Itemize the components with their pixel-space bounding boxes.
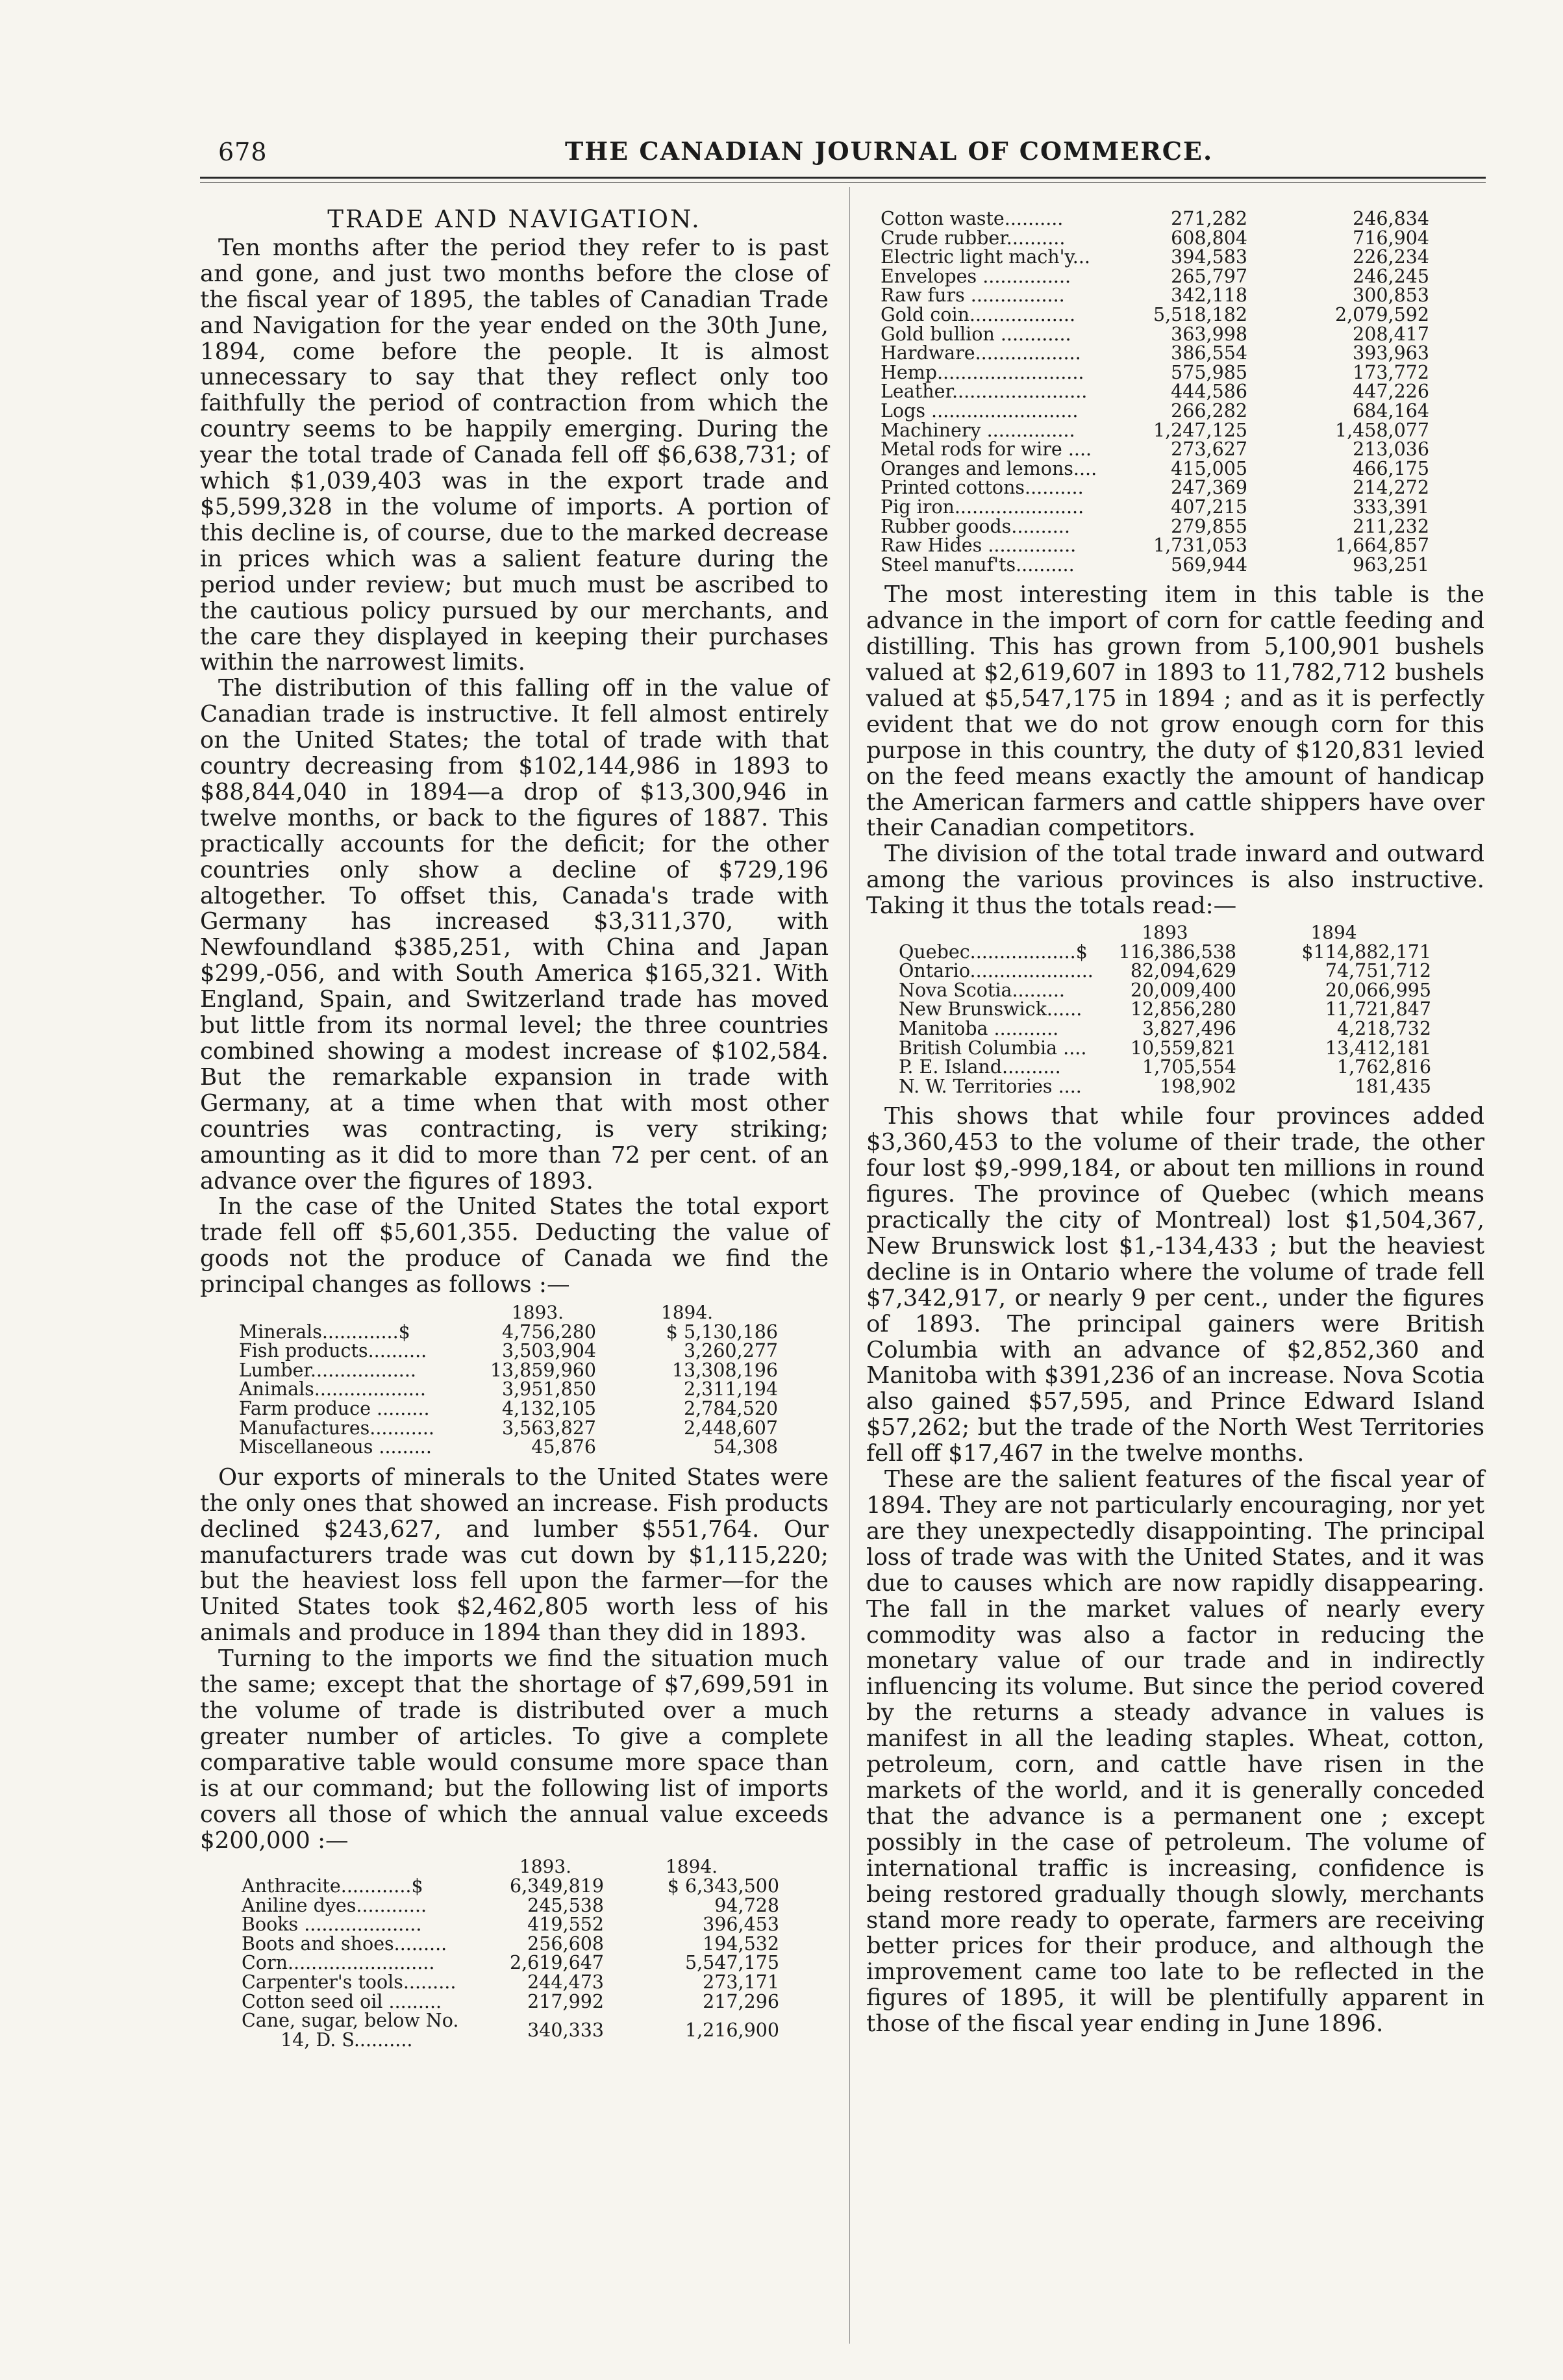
row-label: Fish products..........: [239, 1340, 427, 1362]
value-1894: 447,226: [1353, 381, 1429, 403]
value-1894: 2,311,194: [683, 1378, 778, 1400]
value-1894: 393,963: [1353, 342, 1429, 364]
row-label: Ontario.....................: [899, 960, 1094, 982]
value-1894: 3,260,277: [683, 1340, 778, 1362]
value-1893: 4,132,105: [501, 1398, 596, 1420]
header-rule-thin: [200, 182, 1486, 183]
row-label: Electric light mach'y...: [881, 246, 1090, 268]
article-title: TRADE AND NAVIGATION.: [327, 205, 701, 233]
paragraph: These are the salient features of the fiscal year of 1894. They are not particularly encouraging, nor yet are they unexpectedly disappointing. The principal loss of trade was with the United States, and it was due to causes which are now rapidly disappearing. The fall in the market values of nearly every commodity was also a factor in reducing the monetary value of our trade and in indirectly influencing its volume. But since the period covered by the returns a steady advance in values is manifest in all the leading staples. Wheat, cotton, petroleum, corn, and cattle have risen in the markets of the world, and it is generally conceded that the advance is a permanent one ; except possibly in the case of petroleum. The volume of international traffic is increasing, confidence is being restored gradually though slowly, merchants stand more ready to operate, farmers are receiving better prices for their produce, and although the improvement came too late to be reflected in the figures of 1895, it will be plentifully apparent in those of the fiscal year ending in June 1896.: [866, 1466, 1484, 2038]
column-header-1893: 1893.: [519, 1856, 572, 1878]
table-row: [881, 229, 1429, 248]
row-label: New Brunswick......: [899, 998, 1082, 1020]
value-1894: 2,784,520: [683, 1398, 778, 1420]
table-row: [899, 1019, 1431, 1039]
value-1894: 4,218,732: [1336, 1018, 1431, 1040]
value-1894: 1,458,077: [1334, 419, 1429, 441]
value-1894: 1,664,857: [1334, 535, 1429, 557]
value-1893: 265,797: [1171, 265, 1247, 287]
row-label: Aniline dyes............: [242, 1894, 427, 1916]
value-1894: 684,164: [1353, 399, 1429, 422]
column-header-1894: 1894.: [665, 1856, 718, 1878]
table-row: [239, 1380, 778, 1399]
exports-table: [239, 1303, 778, 1457]
value-1894: 54,308: [713, 1436, 778, 1458]
value-1894: 2,079,592: [1334, 303, 1429, 325]
table-row: [239, 1437, 778, 1457]
value-1893: 247,369: [1171, 477, 1247, 499]
column-header-1893: 1893.: [511, 1302, 564, 1324]
column-divider: [849, 187, 850, 2344]
value-1893: 3,951,850: [501, 1378, 596, 1400]
value-1893: 1,247,125: [1153, 419, 1247, 441]
row-label: Steel manuf'ts..........: [881, 553, 1075, 576]
column-header-1894: 1894.: [660, 1302, 714, 1324]
value-1894: 300,853: [1353, 285, 1429, 307]
value-1893: 386,554: [1171, 342, 1247, 364]
row-label: Printed cottons..........: [881, 477, 1084, 499]
row-label: Oranges and lemons....: [881, 457, 1097, 479]
table-row: [881, 536, 1429, 555]
value-1894: $ 5,130,186: [666, 1321, 778, 1343]
table-row: [881, 382, 1429, 401]
value-1894: 214,272: [1353, 477, 1429, 499]
value-1894: 963,251: [1353, 553, 1429, 576]
value-1893: 198,902: [1160, 1075, 1236, 1097]
row-label: Books ....................: [242, 1914, 422, 1936]
table-row: [239, 1419, 778, 1438]
table-row: [881, 286, 1429, 305]
paragraph: In the case of the United States the total export trade fell off $5,601,355. Deducting the value of goods not the produce of Canada we find the principal changes as follows :—: [200, 1193, 829, 1298]
value-1894: 194,532: [703, 1932, 779, 1955]
row-label: Manufactures...........: [239, 1417, 434, 1439]
value-1893: 245,538: [527, 1894, 604, 1916]
column-header-1893: 1893: [1142, 922, 1188, 944]
value-1894: 396,453: [703, 1914, 779, 1936]
value-1894: 211,232: [1353, 515, 1429, 537]
row-label: Minerals.............$: [239, 1321, 410, 1343]
value-1894: 13,412,181: [1325, 1037, 1431, 1059]
table-row: [881, 478, 1429, 498]
table-row: [881, 517, 1429, 537]
value-1894: 333,391: [1353, 496, 1429, 518]
table-row: [899, 1000, 1431, 1019]
value-1893: 3,827,496: [1142, 1018, 1236, 1040]
table-row: [242, 1915, 779, 1934]
row-label: Pig iron......................: [881, 496, 1084, 518]
value-1893: 575,985: [1171, 361, 1247, 383]
table-row: [239, 1323, 778, 1342]
paragraph: Turning to the imports we find the situation much the same; except that the shortage of $7,699,591 in the volume of trade is distributed over a much greater number of articles. To give a complete comparative table would consume more space than is at our command; but the following list of imports covers all those of which the annual value exceeds $200,000 :—: [200, 1645, 829, 1854]
row-label: P. E. Island..........: [899, 1056, 1061, 1078]
row-label: Cotton waste..........: [881, 208, 1064, 229]
value-1893: 82,094,629: [1130, 960, 1236, 982]
value-1894: $ 6,343,500: [667, 1875, 779, 1897]
imports-table: [242, 1857, 779, 2049]
row-label: Gold coin..................: [881, 303, 1076, 325]
table-row: [899, 1039, 1431, 1058]
row-label: Hemp.........................: [881, 361, 1084, 383]
table-row: [881, 459, 1429, 479]
paragraph: The distribution of this falling off in the value of Canadian trade is instructive. It fell almost entirely on the United States; the total of trade with that country decreasing from $102,144,986 in 1893 to $88,844,040 in 1894—a drop of $13,300,946 in twelve months, or back to the figures of 1887. This practically accounts for the deficit; for the other countries only show a decline of $729,196 altogether. To offset this, Canada's trade with Germany has increased $3,311,370, with Newfoundland $385,251, with China and Japan $299,-056, and with South America $165,321. With England, Spain, and Switzerland trade has moved but little from its normal level; the three countries combined showing a modest increase of $102,584. But the remarkable expansion in trade with Germany, at a time when that with most other countries was contracting, is very striking; amounting as it did to more than 72 per cent. of an advance over the figures of 1893.: [200, 675, 829, 1195]
value-1893: 13,859,960: [490, 1359, 596, 1381]
paragraph: This shows that while four provinces added $3,360,453 to the volume of their trade, the other four lost $9,-999,184, or about ten millions in round figures. The province of Quebec (which means practically the city of Montreal) lost $1,504,367, New Brunswick lost $1,-134,433 ; but the heaviest decline is in Ontario where the volume of trade fell $7,342,917, or nearly 9 per cent., under the figures of 1893. The principal gainers were British Columbia with an advance of $2,852,360 and Manitoba with $391,236 of an increase. Nova Scotia also gained $57,595, and Prince Edward Island $57,262; but the trade of the North West Territories fell off $17,467 in the twelve months.: [866, 1103, 1484, 1467]
value-1894: 226,234: [1353, 246, 1429, 268]
table-row: [899, 961, 1431, 981]
paragraph: The division of the total trade inward and outward among the various provinces is also instructive. Taking it thus the totals read:—: [866, 841, 1484, 920]
table-row: [899, 943, 1431, 962]
row-label: Nova Scotia.........: [899, 979, 1065, 1001]
row-label: Machinery ...............: [881, 419, 1075, 441]
value-1894: 466,175: [1353, 457, 1429, 479]
table-row: [242, 1953, 779, 1973]
value-1894: $114,882,171: [1301, 941, 1431, 963]
value-1893: 279,855: [1171, 515, 1247, 537]
header-rule: [200, 177, 1486, 179]
paragraph: Our exports of minerals to the United States were the only ones that showed an increase. Fish products declined $243,627, and lumber $551,764. Our manufacturers trade was cut down by $1,115,220; but the heaviest loss fell upon the farmer—for the United States took $2,462,805 worth less of his animals and produce in 1894 than they did in 1893.: [200, 1463, 829, 1647]
value-1893: 12,856,280: [1130, 998, 1236, 1020]
value-1893: 6,349,819: [509, 1875, 604, 1897]
row-label-line: 14, D. S..........: [281, 2029, 413, 2051]
value-1894: 94,728: [714, 1894, 779, 1916]
table-row: [881, 325, 1429, 344]
right-column: [866, 207, 1484, 2037]
row-label: Envelopes ...............: [881, 265, 1071, 287]
value-1893: 256,608: [527, 1932, 604, 1955]
table-row: [239, 1399, 778, 1419]
column-header-1894: 1894: [1310, 922, 1357, 944]
row-label: Raw Hides ...............: [881, 535, 1077, 557]
row-label: [242, 2011, 487, 2049]
value-1894: 181,435: [1355, 1075, 1431, 1097]
paragraph: The most interesting item in this table is the advance in the import of corn for cattle feeding and distilling. This has grown from 5,100,901 bushels valued at $2,619,607 in 1893 to 11,782,712 bushels valued at $5,547,175 in 1894 ; and as it is perfectly evident that we do not grow enough corn for this purpose in this country, the duty of $120,831 levied on the feed means exactly the amount of handicap the American farmers and cattle shippers have over their Canadian competitors.: [866, 581, 1484, 842]
table-row: [242, 2011, 779, 2049]
value-1894: 273,171: [703, 1971, 779, 1993]
value-1893: 608,804: [1171, 227, 1247, 249]
provinces-table: [899, 923, 1431, 1096]
value-1893: 1,731,053: [1153, 535, 1247, 557]
value-1893: 10,559,821: [1130, 1037, 1236, 1059]
value-1893: 266,282: [1171, 399, 1247, 422]
table-row: [881, 421, 1429, 440]
table-row: [881, 555, 1429, 575]
value-1894: 5,547,175: [684, 1952, 779, 1974]
page-number: 678: [218, 138, 268, 166]
row-label: Metal rods for wire ....: [881, 438, 1092, 461]
imports-table-continued: [881, 209, 1429, 574]
row-label: Logs .........................: [881, 399, 1079, 422]
value-1894: 11,721,847: [1325, 998, 1431, 1020]
value-1894: 213,036: [1353, 438, 1429, 461]
value-1894: 13,308,196: [671, 1359, 778, 1381]
value-1894: 173,772: [1353, 361, 1429, 383]
value-1893: 3,563,827: [501, 1417, 596, 1439]
row-label: Leather.......................: [881, 381, 1088, 403]
value-1893: 3,503,904: [501, 1340, 596, 1362]
row-label: Crude rubber..........: [881, 227, 1066, 249]
row-label: British Columbia ....: [899, 1037, 1087, 1059]
table-row: [881, 363, 1429, 383]
row-label: Raw furs ................: [881, 285, 1065, 307]
table-header-row: [899, 923, 1431, 943]
value-1894: 74,751,712: [1325, 960, 1431, 982]
table-header-row: [242, 1857, 779, 1877]
table-header-row: [239, 1303, 778, 1323]
value-1893: 116,386,538: [1118, 941, 1236, 963]
value-1893: 394,583: [1171, 246, 1247, 268]
table-row: [881, 305, 1429, 325]
table-row: [881, 247, 1429, 267]
table-row: [881, 440, 1429, 459]
row-label: Manitoba ...........: [899, 1018, 1059, 1040]
row-label: Carpenter's tools.........: [242, 1971, 456, 1993]
table-row: [239, 1361, 778, 1380]
value-1894: 246,834: [1353, 208, 1429, 229]
table-row: [881, 267, 1429, 286]
table-row: [239, 1341, 778, 1361]
row-label: Animals...................: [239, 1378, 426, 1400]
value-1893: 340,333: [527, 2019, 604, 2041]
value-1894: 246,245: [1353, 265, 1429, 287]
value-1894: 2,448,607: [683, 1417, 778, 1439]
journal-title: THE CANADIAN JOURNAL OF COMMERCE.: [565, 136, 1214, 166]
table-row: [899, 981, 1431, 1000]
row-label: Boots and shoes.........: [242, 1932, 447, 1955]
row-label: Quebec..................$: [899, 941, 1088, 963]
value-1893: 5,518,182: [1153, 303, 1247, 325]
row-label: Corn.........................: [242, 1952, 435, 1974]
table-row: [242, 1973, 779, 1992]
value-1894: 217,296: [703, 1990, 779, 2012]
row-label: Miscellaneous .........: [239, 1436, 432, 1458]
table-row: [881, 344, 1429, 363]
table-row: [881, 209, 1429, 229]
row-label: Farm produce .........: [239, 1398, 430, 1420]
table-row: [881, 498, 1429, 517]
value-1893: 444,586: [1171, 381, 1247, 403]
row-label: Hardware..................: [881, 342, 1081, 364]
table-row: [899, 1057, 1431, 1077]
row-label-line: Cane, sugar, below No.: [242, 2010, 459, 2032]
row-label: Rubber goods..........: [881, 515, 1070, 537]
row-label: Cotton seed oil .........: [242, 1990, 442, 2012]
row-label: Gold bullion ............: [881, 323, 1071, 345]
table-row: [881, 401, 1429, 421]
row-label: Lumber..................: [239, 1359, 416, 1381]
left-column: [200, 207, 829, 2056]
value-1894: 208,417: [1353, 323, 1429, 345]
value-1894: 1,216,900: [684, 2019, 779, 2041]
value-1893: 2,619,647: [509, 1952, 604, 1974]
value-1893: 45,876: [531, 1436, 596, 1458]
table-row: [899, 1077, 1431, 1096]
value-1893: 415,005: [1171, 457, 1247, 479]
value-1893: 4,756,280: [501, 1321, 596, 1343]
row-label: N. W. Territories ....: [899, 1075, 1082, 1097]
table-row: [242, 1896, 779, 1916]
row-label: Anthracite............$: [242, 1875, 423, 1897]
value-1893: 244,473: [527, 1971, 604, 1993]
value-1893: 273,627: [1171, 438, 1247, 461]
value-1894: 716,904: [1353, 227, 1429, 249]
table-row: [242, 1992, 779, 2012]
value-1894: 20,066,995: [1325, 979, 1431, 1001]
value-1893: 342,118: [1171, 285, 1247, 307]
value-1893: 419,552: [527, 1914, 604, 1936]
table-row: [242, 1877, 779, 1896]
value-1893: 1,705,554: [1142, 1056, 1236, 1078]
value-1893: 271,282: [1171, 208, 1247, 229]
paragraph: Ten months after the period they refer to is past and gone, and just two months before the close of the fiscal year of 1895, the tables of Canadian Trade and Navigation for the year ended on the 30th June, 1894, come before the people. It is almost unnecessary to say that they reflect only too faithfully the period of contraction from which the country seems to be happily emerging. During the year the total trade of Canada fell off $6,638,731; of which $1,039,403 was in the export trade and $5,599,328 in the volume of imports. A portion of this decline is, of course, due to the marked decrease in prices which was a salient feature during the period under review; but much must be ascribed to the cautious policy pursued by our merchants, and the care they displayed in keeping their purchases within the narrowest limits.: [200, 234, 829, 676]
value-1893: 20,009,400: [1130, 979, 1236, 1001]
value-1893: 569,944: [1171, 553, 1247, 576]
value-1893: 407,215: [1171, 496, 1247, 518]
table-row: [242, 1934, 779, 1954]
value-1893: 217,992: [527, 1990, 604, 2012]
value-1893: 363,998: [1171, 323, 1247, 345]
value-1894: 1,762,816: [1336, 1056, 1431, 1078]
